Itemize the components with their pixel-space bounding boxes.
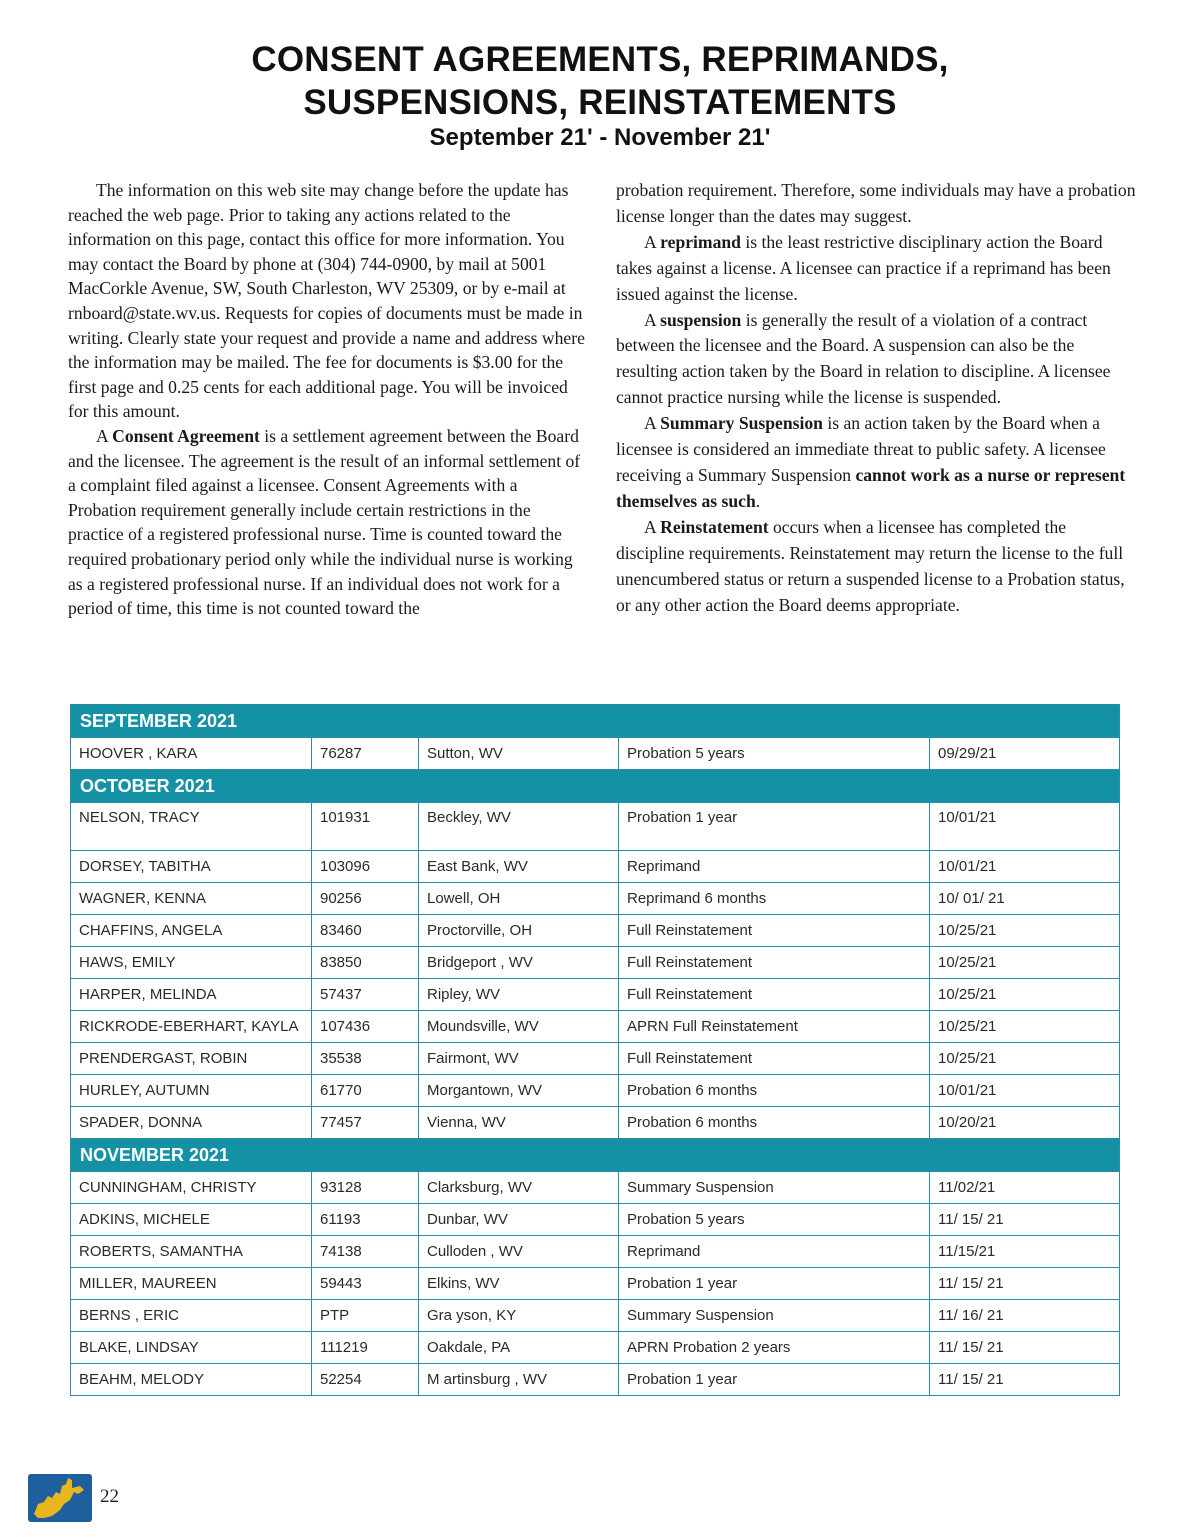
cell-date: 11/ 15/ 21 <box>930 1204 1120 1236</box>
cell-name: NELSON, TRACY <box>71 803 312 851</box>
cell-action: Probation 1 year <box>619 1268 930 1300</box>
table-row <box>71 915 1120 947</box>
cell-license: 111219 <box>312 1332 419 1364</box>
cell-date: 10/25/21 <box>930 1011 1120 1043</box>
table-row <box>71 1300 1120 1332</box>
month-section-header <box>71 1139 1120 1172</box>
table-row <box>71 1332 1120 1364</box>
table-row <box>71 803 1120 851</box>
cell-action: Full Reinstatement <box>619 1043 930 1075</box>
intro-column-left <box>68 178 588 621</box>
cell-name: BERNS , ERIC <box>71 1300 312 1332</box>
table-row <box>71 1236 1120 1268</box>
cell-name: HOOVER , KARA <box>71 738 312 770</box>
cell-date: 10/20/21 <box>930 1107 1120 1139</box>
cell-location: Ripley, WV <box>419 979 619 1011</box>
cell-name: BLAKE, LINDSAY <box>71 1332 312 1364</box>
cell-name: MILLER, MAUREEN <box>71 1268 312 1300</box>
title-line-2: SUSPENSIONS, REINSTATEMENTS <box>303 83 897 122</box>
cell-action: Reprimand 6 months <box>619 883 930 915</box>
cell-license: 77457 <box>312 1107 419 1139</box>
table-row <box>71 883 1120 915</box>
cell-name: SPADER, DONNA <box>71 1107 312 1139</box>
cell-name: RICKRODE-EBERHART, KAYLA <box>71 1011 312 1043</box>
intro-paragraph-probation-cont: probation requirement. Therefore, some individuals may have a probation license longer than the dates may suggest. <box>616 180 1136 226</box>
cell-name: HARPER, MELINDA <box>71 979 312 1011</box>
cell-action: Full Reinstatement <box>619 915 930 947</box>
cell-location: M artinsburg , WV <box>419 1364 619 1396</box>
term-reprimand: reprimand <box>660 231 741 252</box>
intro-paragraph-summary-suspension: A Summary Suspension is an action taken by the Board when a licensee is considered an immediate threat to public safety. A licensee receiving a Summary Suspension cannot work as a nurse or represent themselves as such. <box>616 413 1126 511</box>
table-row <box>71 1043 1120 1075</box>
cell-action: Probation 1 year <box>619 1364 930 1396</box>
cell-license: 35538 <box>312 1043 419 1075</box>
cell-license: PTP <box>312 1300 419 1332</box>
cell-date: 10/01/21 <box>930 851 1120 883</box>
cell-action: APRN Full Reinstatement <box>619 1011 930 1043</box>
cell-location: Morgantown, WV <box>419 1075 619 1107</box>
month-section-label: NOVEMBER 2021 <box>71 1139 1120 1172</box>
cell-location: Lowell, OH <box>419 883 619 915</box>
summary-suspension-warning: cannot work as a nurse or represent themselves as such <box>616 464 1126 511</box>
cell-action: Summary Suspension <box>619 1172 930 1204</box>
cell-date: 10/01/21 <box>930 1075 1120 1107</box>
cell-license: 76287 <box>312 738 419 770</box>
cell-location: Dunbar, WV <box>419 1204 619 1236</box>
cell-license: 83460 <box>312 915 419 947</box>
cell-license: 74138 <box>312 1236 419 1268</box>
month-section-header <box>71 770 1120 803</box>
cell-date: 11/ 15/ 21 <box>930 1332 1120 1364</box>
cell-date: 10/25/21 <box>930 1043 1120 1075</box>
cell-location: Culloden , WV <box>419 1236 619 1268</box>
cell-date: 10/25/21 <box>930 979 1120 1011</box>
cell-action: Probation 6 months <box>619 1075 930 1107</box>
page-title <box>0 38 1200 124</box>
intro-paragraph-reprimand: A reprimand is the least restrictive disciplinary action the Board takes against a license. A licensee can practice if a reprimand has been issued against the license. <box>616 231 1111 304</box>
cell-location: Elkins, WV <box>419 1268 619 1300</box>
table-row <box>71 851 1120 883</box>
cell-location: Bridgeport , WV <box>419 947 619 979</box>
page-number: 22 <box>100 1486 119 1507</box>
cell-license: 52254 <box>312 1364 419 1396</box>
table-row <box>71 1268 1120 1300</box>
intro-paragraph-reinstatement: A Reinstatement occurs when a licensee has completed the discipline requirements. Reinstatement may return the license to the full unencumbered status or return a suspended license to a Probation status, or any other action the Board deems appropriate. <box>616 516 1125 615</box>
cell-name: DORSEY, TABITHA <box>71 851 312 883</box>
cell-date: 11/ 15/ 21 <box>930 1364 1120 1396</box>
month-section-label: SEPTEMBER 2021 <box>71 705 1120 738</box>
cell-location: Clarksburg, WV <box>419 1172 619 1204</box>
cell-date: 10/25/21 <box>930 915 1120 947</box>
table-row <box>71 738 1120 770</box>
cell-date: 11/ 15/ 21 <box>930 1268 1120 1300</box>
date-range-subtitle: September 21' - November 21' <box>429 124 771 151</box>
cell-license: 93128 <box>312 1172 419 1204</box>
term-reinstatement: Reinstatement <box>660 516 769 537</box>
table-row <box>71 1075 1120 1107</box>
cell-action: Summary Suspension <box>619 1300 930 1332</box>
table-row <box>71 1364 1120 1396</box>
table-row <box>71 979 1120 1011</box>
intro-paragraph-contact: The information on this web site may change before the update has reached the web page. Prior to taking any actions related to the information on this page, contact this office for more information. You may contact the Board by phone at (304) 744-0900, by mail at 5001 MacCorkle Avenue, SW, South Charleston, WV 25309, or by e-mail at rnboard@state.wv.us. Requests for copies of documents must be made in writing. Clearly state your request and provide a name and address where the information may be mailed. The fee for documents is $3.00 for the first page and 0.25 cents for each additional page. You will be invoiced for this amount. <box>68 180 585 422</box>
cell-action: Probation 5 years <box>619 1204 930 1236</box>
west-virginia-state-icon <box>28 1474 92 1522</box>
cell-action: Reprimand <box>619 851 930 883</box>
cell-name: CUNNINGHAM, CHRISTY <box>71 1172 312 1204</box>
cell-license: 61193 <box>312 1204 419 1236</box>
cell-license: 90256 <box>312 883 419 915</box>
cell-location: Moundsville, WV <box>419 1011 619 1043</box>
month-section-header <box>71 705 1120 738</box>
term-consent-agreement: Consent Agreement <box>112 425 260 446</box>
term-summary-suspension: Summary Suspension <box>660 413 823 434</box>
cell-license: 57437 <box>312 979 419 1011</box>
cell-name: WAGNER, KENNA <box>71 883 312 915</box>
table-row <box>71 1011 1120 1043</box>
cell-license: 61770 <box>312 1075 419 1107</box>
month-section-label: OCTOBER 2021 <box>71 770 1120 803</box>
cell-location: Oakdale, PA <box>419 1332 619 1364</box>
cell-location: Beckley, WV <box>419 803 619 851</box>
cell-date: 10/01/21 <box>930 803 1120 851</box>
cell-action: Probation 6 months <box>619 1107 930 1139</box>
cell-location: Proctorville, OH <box>419 915 619 947</box>
cell-location: Sutton, WV <box>419 738 619 770</box>
cell-date: 11/02/21 <box>930 1172 1120 1204</box>
cell-date: 11/15/21 <box>930 1236 1120 1268</box>
cell-license: 59443 <box>312 1268 419 1300</box>
term-suspension: suspension <box>660 309 742 330</box>
cell-name: HURLEY, AUTUMN <box>71 1075 312 1107</box>
cell-name: HAWS, EMILY <box>71 947 312 979</box>
table-row <box>71 1204 1120 1236</box>
cell-name: CHAFFINS, ANGELA <box>71 915 312 947</box>
cell-name: ROBERTS, SAMANTHA <box>71 1236 312 1268</box>
cell-action: Probation 5 years <box>619 738 930 770</box>
cell-action: Probation 1 year <box>619 803 930 851</box>
cell-date: 10/25/21 <box>930 947 1120 979</box>
cell-location: East Bank, WV <box>419 851 619 883</box>
intro-column-right <box>616 178 1136 618</box>
cell-name: BEAHM, MELODY <box>71 1364 312 1396</box>
cell-license: 83850 <box>312 947 419 979</box>
cell-license: 101931 <box>312 803 419 851</box>
cell-location: Fairmont, WV <box>419 1043 619 1075</box>
table-row <box>71 1107 1120 1139</box>
cell-action: Full Reinstatement <box>619 947 930 979</box>
intro-paragraph-suspension: A suspension is generally the result of a violation of a contract between the licensee and the Board. A suspension can also be the resulting action taken by the Board in relation to discipline. A licensee cannot practice nursing while the license is suspended. <box>616 309 1111 408</box>
table-row <box>71 1172 1120 1204</box>
table-row <box>71 947 1120 979</box>
disciplinary-actions-table <box>70 704 1120 1396</box>
title-line-1: CONSENT AGREEMENTS, REPRIMANDS, <box>251 40 949 79</box>
cell-date: 10/ 01/ 21 <box>930 883 1120 915</box>
intro-paragraph-consent-agreement: A Consent Agreement is a settlement agreement between the Board and the licensee. The agreement is the result of an informal settlement of a complaint filed against a licensee. Consent Agreements with a Probation requirement generally include certain restrictions in the practice of a registered professional nurse. Time is counted toward the required probationary period only while the individual nurse is working as a registered professional nurse. If an individual does not work for a period of time, this time is not counted toward the <box>68 425 581 619</box>
cell-action: Full Reinstatement <box>619 979 930 1011</box>
cell-name: PRENDERGAST, ROBIN <box>71 1043 312 1075</box>
cell-date: 11/ 16/ 21 <box>930 1300 1120 1332</box>
cell-action: APRN Probation 2 years <box>619 1332 930 1364</box>
cell-name: ADKINS, MICHELE <box>71 1204 312 1236</box>
cell-date: 09/29/21 <box>930 738 1120 770</box>
cell-license: 107436 <box>312 1011 419 1043</box>
cell-location: Vienna, WV <box>419 1107 619 1139</box>
cell-location: Gra yson, KY <box>419 1300 619 1332</box>
cell-action: Reprimand <box>619 1236 930 1268</box>
cell-license: 103096 <box>312 851 419 883</box>
